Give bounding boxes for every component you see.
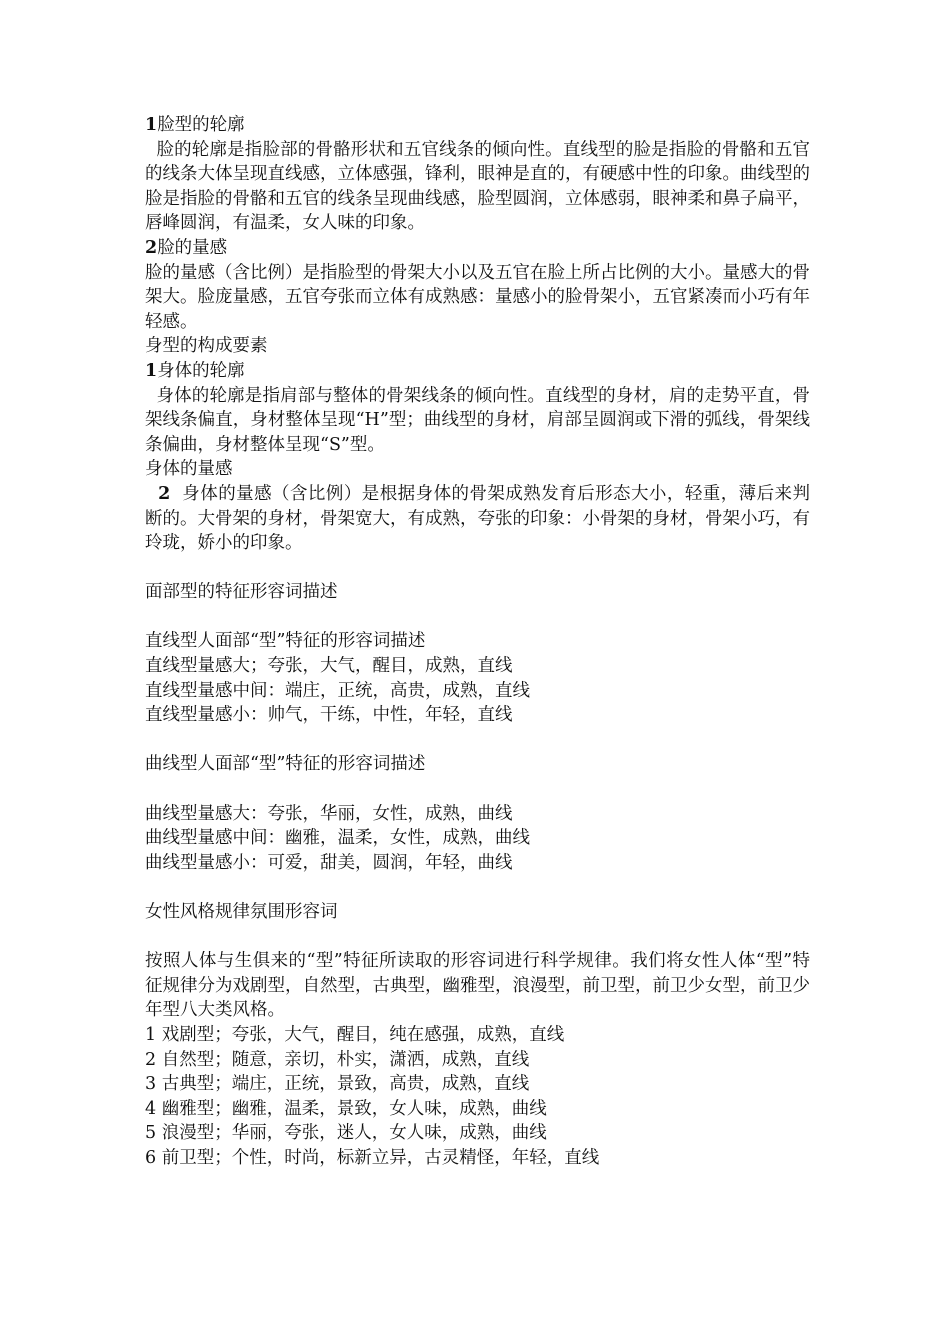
curve-line-item: 曲线型量感小：可爱，甜美，圆润，年轻，曲线 — [145, 852, 513, 873]
paragraph-face-volume: 脸的量感（含比例）是指脸型的骨架大小以及五官在脸上所占比例的大小。量感大的骨架大。脸庞量感，五官夸张而立体有成熟感：量感小的脸骨架小，五官紧凑而小巧有年轻感。 — [145, 262, 810, 332]
style-list-item: 6 前卫型；个性，时尚，标新立异，古灵精怪，年轻，直线 — [145, 1147, 600, 1168]
curve-line-item: 曲线型量感中间：幽雅，温柔，女性，成熟，曲线 — [145, 828, 530, 849]
heading-face-volume — [145, 236, 810, 261]
heading-female-style: 女性风格规律氛围形容词 — [145, 902, 338, 922]
heading-face-outline — [145, 113, 810, 138]
paragraph-text: 身体的量感（含比例）是根据身体的骨架成熟发育后形态大小，轻重，薄后来判断的。大骨架的身材，骨架宽大，有成熟，夸张的印象：小骨架的身材，骨架小巧，有玲珑，娇小的印象。 — [145, 483, 811, 554]
heading-text: 脸的量感 — [157, 237, 228, 258]
heading-straight-type: 直线型人面部“型”特征的形容词描述 — [145, 631, 426, 652]
heading-curve-type: 曲线型人面部“型”特征的形容词描述 — [145, 754, 426, 775]
style-list-item: 4 幽雅型；幽雅，温柔，景致，女人味，成熟，曲线 — [145, 1098, 547, 1119]
heading-number: 2 — [145, 237, 158, 258]
paragraph-body-outline: 身体的轮廓是指肩部与整体的骨架线条的倾向性。直线型的身材，肩的走势平直，骨架线条偏直，身材整体呈现“H”型；曲线型的身材，肩部呈圆润或下滑的弧线，骨架线条偏曲，身材整体呈现“S”型。 — [145, 385, 810, 455]
blank-line — [145, 777, 810, 802]
heading-body-outline — [145, 359, 810, 384]
paragraph-number: 2 — [145, 483, 171, 504]
heading-body-volume: 身体的量感 — [145, 459, 233, 480]
heading-face-adjectives: 面部型的特征形容词描述 — [145, 582, 338, 603]
curve-line-item: 曲线型量感大：夸张，华丽，女性，成熟，曲线 — [145, 803, 513, 824]
style-list-item: 3 古典型；端庄，正统，景致，高贵，成熟，直线 — [145, 1074, 530, 1095]
heading-text: 身体的轮廓 — [157, 360, 245, 381]
blank-line — [145, 875, 810, 900]
paragraph-face-outline: 脸的轮廓是指脸部的骨骼形状和五官线条的倾向性。直线型的脸是指脸的骨骼和五官的线条大体呈现直线感，立体感强，锋利，眼神是直的，有硬感中性的印象。曲线型的脸是指脸的骨骼和五官的线条呈现曲线感，脸型圆润，立体感弱，眼神柔和鼻子扁平，唇峰圆润，有温柔，女人味的印象。 — [145, 139, 810, 234]
heading-number: 1 — [145, 360, 158, 381]
straight-line-item: 直线型量感小：帅气，干练，中性，年轻，直线 — [145, 705, 513, 726]
straight-line-item: 直线型量感大；夸张，大气，醒目，成熟，直线 — [145, 656, 513, 677]
style-list-item: 1 戏剧型；夸张，大气，醒目，纯在感强，成熟，直线 — [145, 1024, 565, 1045]
style-list-item: 2 自然型；随意，亲切，朴实，潇洒，成熟，直线 — [145, 1049, 530, 1070]
heading-text: 脸型的轮廓 — [157, 115, 245, 135]
blank-line — [145, 605, 810, 630]
document-body — [145, 113, 810, 1171]
blank-line — [145, 925, 810, 950]
straight-line-item: 直线型量感中间：端庄，正统，高贵，成熟，直线 — [145, 680, 530, 701]
heading-number: 1 — [145, 115, 158, 135]
paragraph-female-style-intro: 按照人体与生俱来的“型”特征所读取的形容词进行科学规律。我们将女性人体“型”特征规律分为戏剧型，自然型，古典型，幽雅型，浪漫型，前卫型，前卫少女型，前卫少年型八大类风格。 — [145, 951, 810, 1021]
paragraph-body-volume — [145, 482, 810, 556]
heading-body-elements: 身型的构成要素 — [145, 336, 268, 357]
blank-line — [145, 556, 810, 581]
style-list-item: 5 浪漫型；华丽，夸张，迷人，女人味，成熟，曲线 — [145, 1123, 547, 1144]
blank-line — [145, 728, 810, 753]
